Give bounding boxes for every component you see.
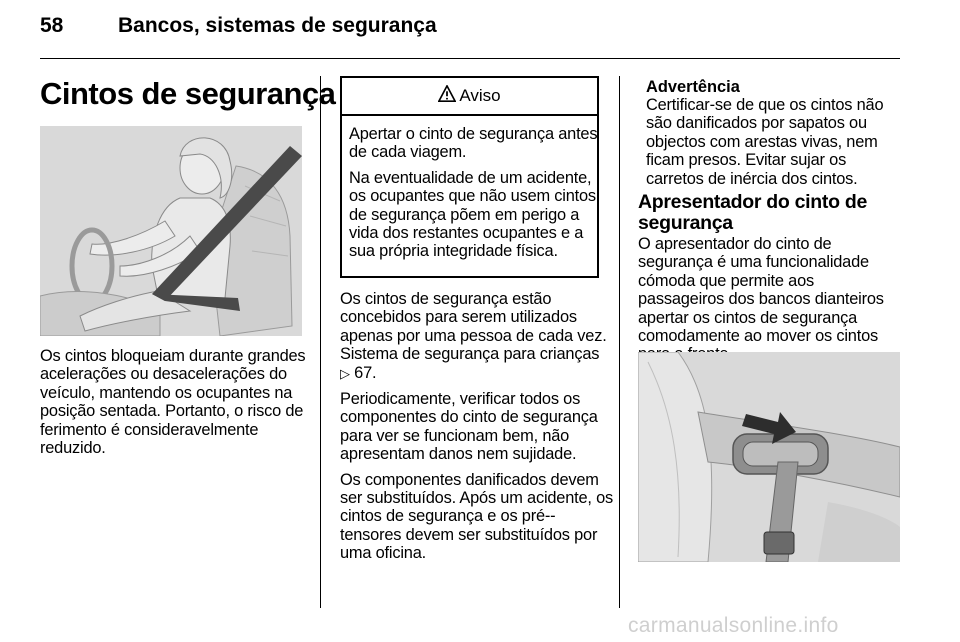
column-divider-2 [619,76,620,608]
col2-paragraph-1: Os cintos de segurança estão concebidos para serem utilizados apenas por uma pessoa de cada vez. Sistema de segurança para crianças ▷ 67. [340,290,607,382]
col2-paragraph-2: Periodicamente, verificar todos os componentes do cinto de segurança para ver se funcionam bem, não apresentam danos nem sujidade. [340,390,598,464]
col2-paragraph-3: Os componentes danificados devem ser substituídos. Após um acidente, os cintos de segurança e os pré--tensores devem ser substituídos por uma oficina. [340,470,614,563]
note-title: Advertência [646,78,740,96]
warning-triangle-icon [438,85,456,108]
page-reference-arrow-icon: ▷ [340,365,350,381]
section-title: Cintos de segurança [40,76,336,111]
warning-header [342,78,597,116]
watermark: carmanualsonline.info [628,614,839,637]
header-rule [40,58,900,59]
chapter-title: Bancos, sistemas de segurança [118,14,437,37]
note-text: Certificar-se de que os cintos não são danificados por sapatos ou objectos com arestas vivas, nem ficam presos. Evitar sujar os carretos de inércia dos cintos. [646,96,884,188]
col1-paragraph: Os cintos bloqueiam durante grandes acelerações ou desacelerações do veículo, mantendo os ocupantes na posição sentada. Portanto, o risco de ferimento é consideravelmente reduzido. [40,347,306,458]
figure-belt-presenter [638,352,900,562]
warning-paragraph-1: Apertar o cinto de segurança antes de cada viagem. [349,125,598,162]
column-divider-1 [320,76,321,608]
warning-heading: Aviso [459,86,501,105]
warning-body [349,125,599,268]
warning-paragraph-2: Na eventualidade de um acidente, os ocupantes que não usem cintos de segurança põem em perigo a vida dos restantes ocupantes e a sua própria integridade física. [349,168,596,261]
col2-text [340,290,615,563]
page-reference-number[interactable]: 67. [354,363,377,382]
page-number: 58 [40,14,64,37]
figure-driver-seatbelt [40,126,302,336]
warning-box [340,76,599,278]
subsection-title: Apresentador do cinto de segurança [638,191,867,234]
subsection-text: O apresentador do cinto de segurança é uma funcionalidade cómoda que permite aos passageiros dos bancos dianteiros apertar os cintos de segurança comodamente ao mover os cintos [638,235,884,346]
